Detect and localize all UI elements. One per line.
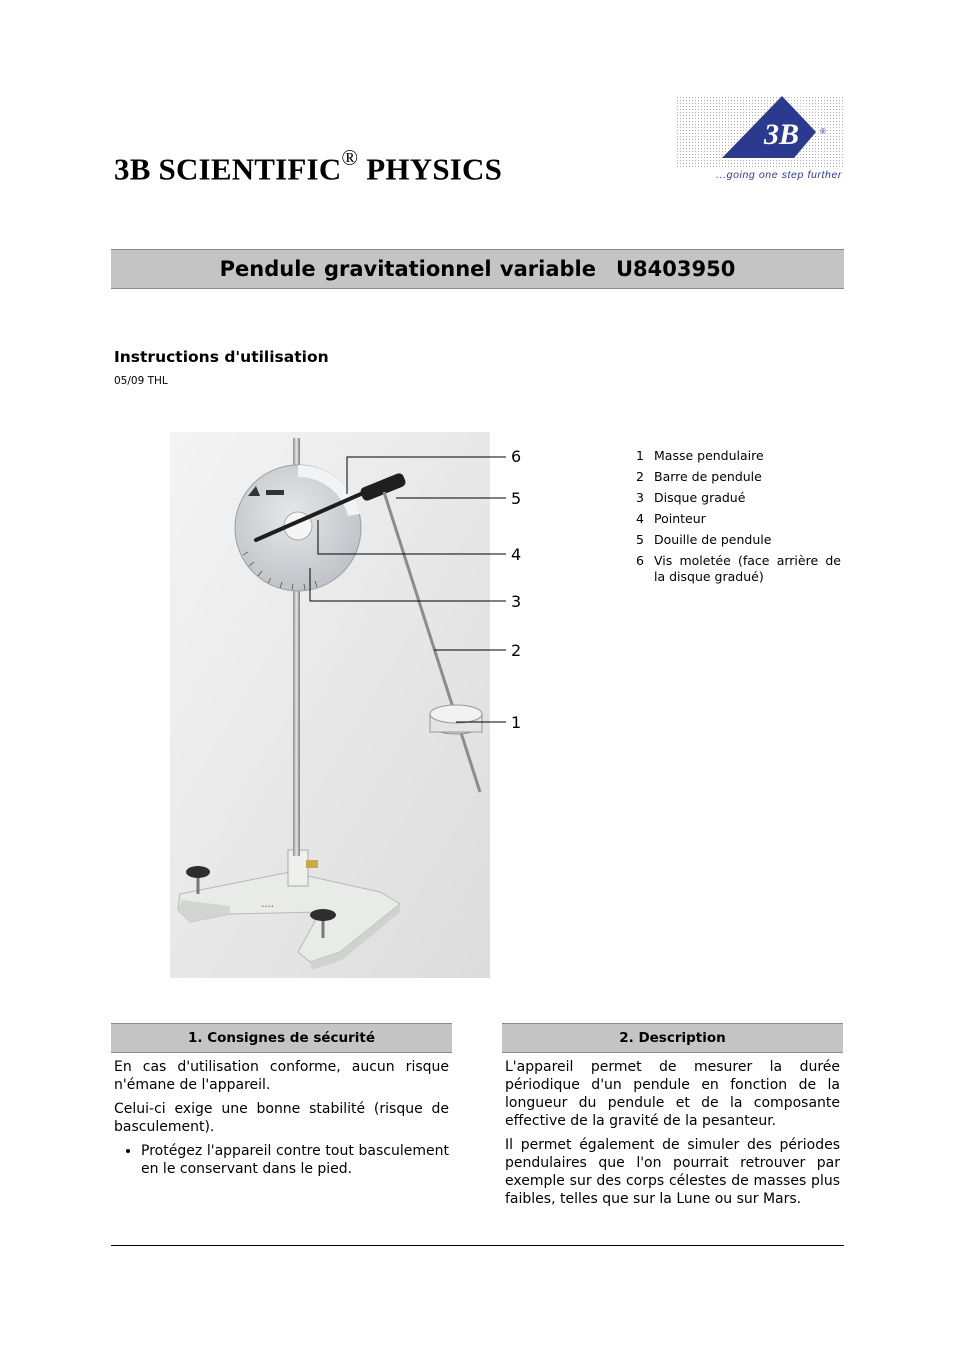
- list-item: 4 Pointeur: [636, 511, 706, 526]
- instructions-heading: Instructions d'utilisation: [114, 348, 329, 366]
- description-paragraph: L'appareil permet de mesurer la durée périodique d'un pendule en fonction de la longueur du pendule et de la composante effective de la gravité de la pesanteur.: [505, 1059, 840, 1129]
- safety-paragraph: Celui-ci exige une bonne stabilité (risque de basculement).: [114, 1101, 449, 1135]
- safety-paragraph: En cas d'utilisation conforme, aucun risque n'émane de l'appareil.: [114, 1059, 449, 1093]
- brand-suffix: PHYSICS: [366, 151, 503, 187]
- safety-section: [111, 1023, 452, 1178]
- safety-bullet: • Protégez l'appareil contre tout basculement en le conservant dans le pied.: [141, 1142, 449, 1178]
- callout-number-2: 2: [511, 641, 522, 660]
- description-heading: 2. Description: [502, 1023, 843, 1053]
- 3b-logo: [676, 96, 844, 184]
- footer-rule: [111, 1245, 844, 1246]
- callout-number-1: 1: [511, 713, 522, 732]
- list-item: 1 Masse pendulaire: [636, 448, 764, 463]
- svg-text:• • • •: • • • •: [262, 904, 274, 910]
- description-paragraph: Il permet également de simuler des périodes pendulaires que l'on pourrait retrouver par exemple sur des corps célestes de masses plus faibles, telles que sur la Lune ou sur Mars.: [505, 1137, 840, 1207]
- logo-registered-mark: ®: [820, 127, 826, 136]
- product-title-band: [111, 249, 844, 289]
- callout-number-6: 6: [511, 447, 522, 466]
- logo-text: 3B: [764, 118, 800, 151]
- list-item: 6 Vis moletée (face arrière de la disque gradué): [636, 553, 841, 584]
- callout-number-3: 3: [511, 592, 522, 611]
- product-name: Pendule gravitationnel variable: [219, 257, 596, 281]
- parts-legend: [636, 448, 841, 590]
- brand-name: 3B SCIENTIFIC: [114, 151, 342, 187]
- registered-mark: ®: [341, 145, 359, 170]
- document-date: 05/09 THL: [114, 375, 168, 387]
- list-item: 2 Barre de pendule: [636, 469, 762, 484]
- description-section: [502, 1023, 843, 1214]
- callout-number-5: 5: [511, 489, 522, 508]
- safety-heading: 1. Consignes de sécurité: [111, 1023, 452, 1053]
- list-item: 5 Douille de pendule: [636, 532, 772, 547]
- callout-number-4: 4: [511, 545, 522, 564]
- logo-tagline: ...going one step further: [716, 169, 842, 181]
- leader-3: [310, 568, 506, 601]
- list-item: 3 Disque gradué: [636, 490, 746, 505]
- safety-bullets: [111, 1142, 449, 1178]
- leader-4: [318, 520, 506, 554]
- leader-6: [347, 457, 506, 494]
- brand-title: [114, 145, 503, 187]
- product-code: U8403950: [616, 257, 736, 281]
- callout-lines: [300, 432, 540, 752]
